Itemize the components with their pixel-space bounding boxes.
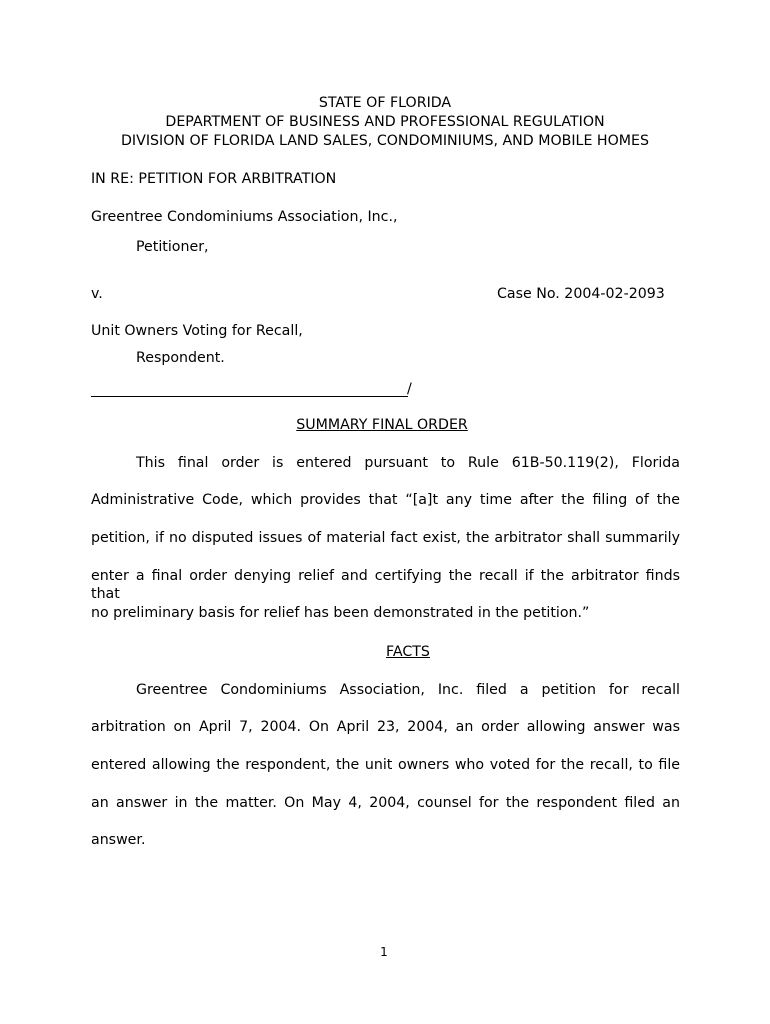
facts-line-5: answer. xyxy=(91,832,146,848)
order-title: SUMMARY FINAL ORDER xyxy=(296,417,468,433)
facts-line-1: Greentree Condominiums Association, Inc. filed a petition for recall xyxy=(136,682,680,698)
in-re-line: IN RE: PETITION FOR ARBITRATION xyxy=(91,171,337,187)
petitioner-role: Petitioner, xyxy=(136,239,209,255)
facts-title: FACTS xyxy=(386,644,430,660)
petitioner-name: Greentree Condominiums Association, Inc., xyxy=(91,209,398,225)
header-division: DIVISION OF FLORIDA LAND SALES, CONDOMINIUMS, AND MOBILE HOMES xyxy=(121,133,649,149)
caption-rule xyxy=(91,395,408,397)
order-line-4: enter a final order denying relief and certifying the recall if the arbitrator finds that xyxy=(91,568,680,602)
order-line-3: petition, if no disputed issues of material fact exist, the arbitrator shall summarily xyxy=(91,530,680,546)
header-state: STATE OF FLORIDA xyxy=(318,95,452,111)
order-line-2: Administrative Code, which provides that “[a]t any time after the filing of the xyxy=(91,492,680,508)
order-line-5: no preliminary basis for relief has been demonstrated in the petition.” xyxy=(91,605,590,621)
case-number: Case No. 2004-02-2093 xyxy=(497,286,665,302)
header-department: DEPARTMENT OF BUSINESS AND PROFESSIONAL REGULATION xyxy=(165,114,605,130)
facts-line-3: entered allowing the respondent, the unit owners who voted for the recall, to file xyxy=(91,757,680,773)
versus: v. xyxy=(91,286,103,302)
respondent-role: Respondent. xyxy=(136,350,225,366)
caption-slash: / xyxy=(407,381,412,397)
page-number: 1 xyxy=(380,945,388,959)
respondent-name: Unit Owners Voting for Recall, xyxy=(91,323,303,339)
facts-line-2: arbitration on April 7, 2004. On April 23, 2004, an order allowing answer was xyxy=(91,719,680,735)
facts-line-4: an answer in the matter. On May 4, 2004, counsel for the respondent filed an xyxy=(91,795,680,811)
order-line-1: This final order is entered pursuant to Rule 61B-50.119(2), Florida xyxy=(136,455,680,471)
